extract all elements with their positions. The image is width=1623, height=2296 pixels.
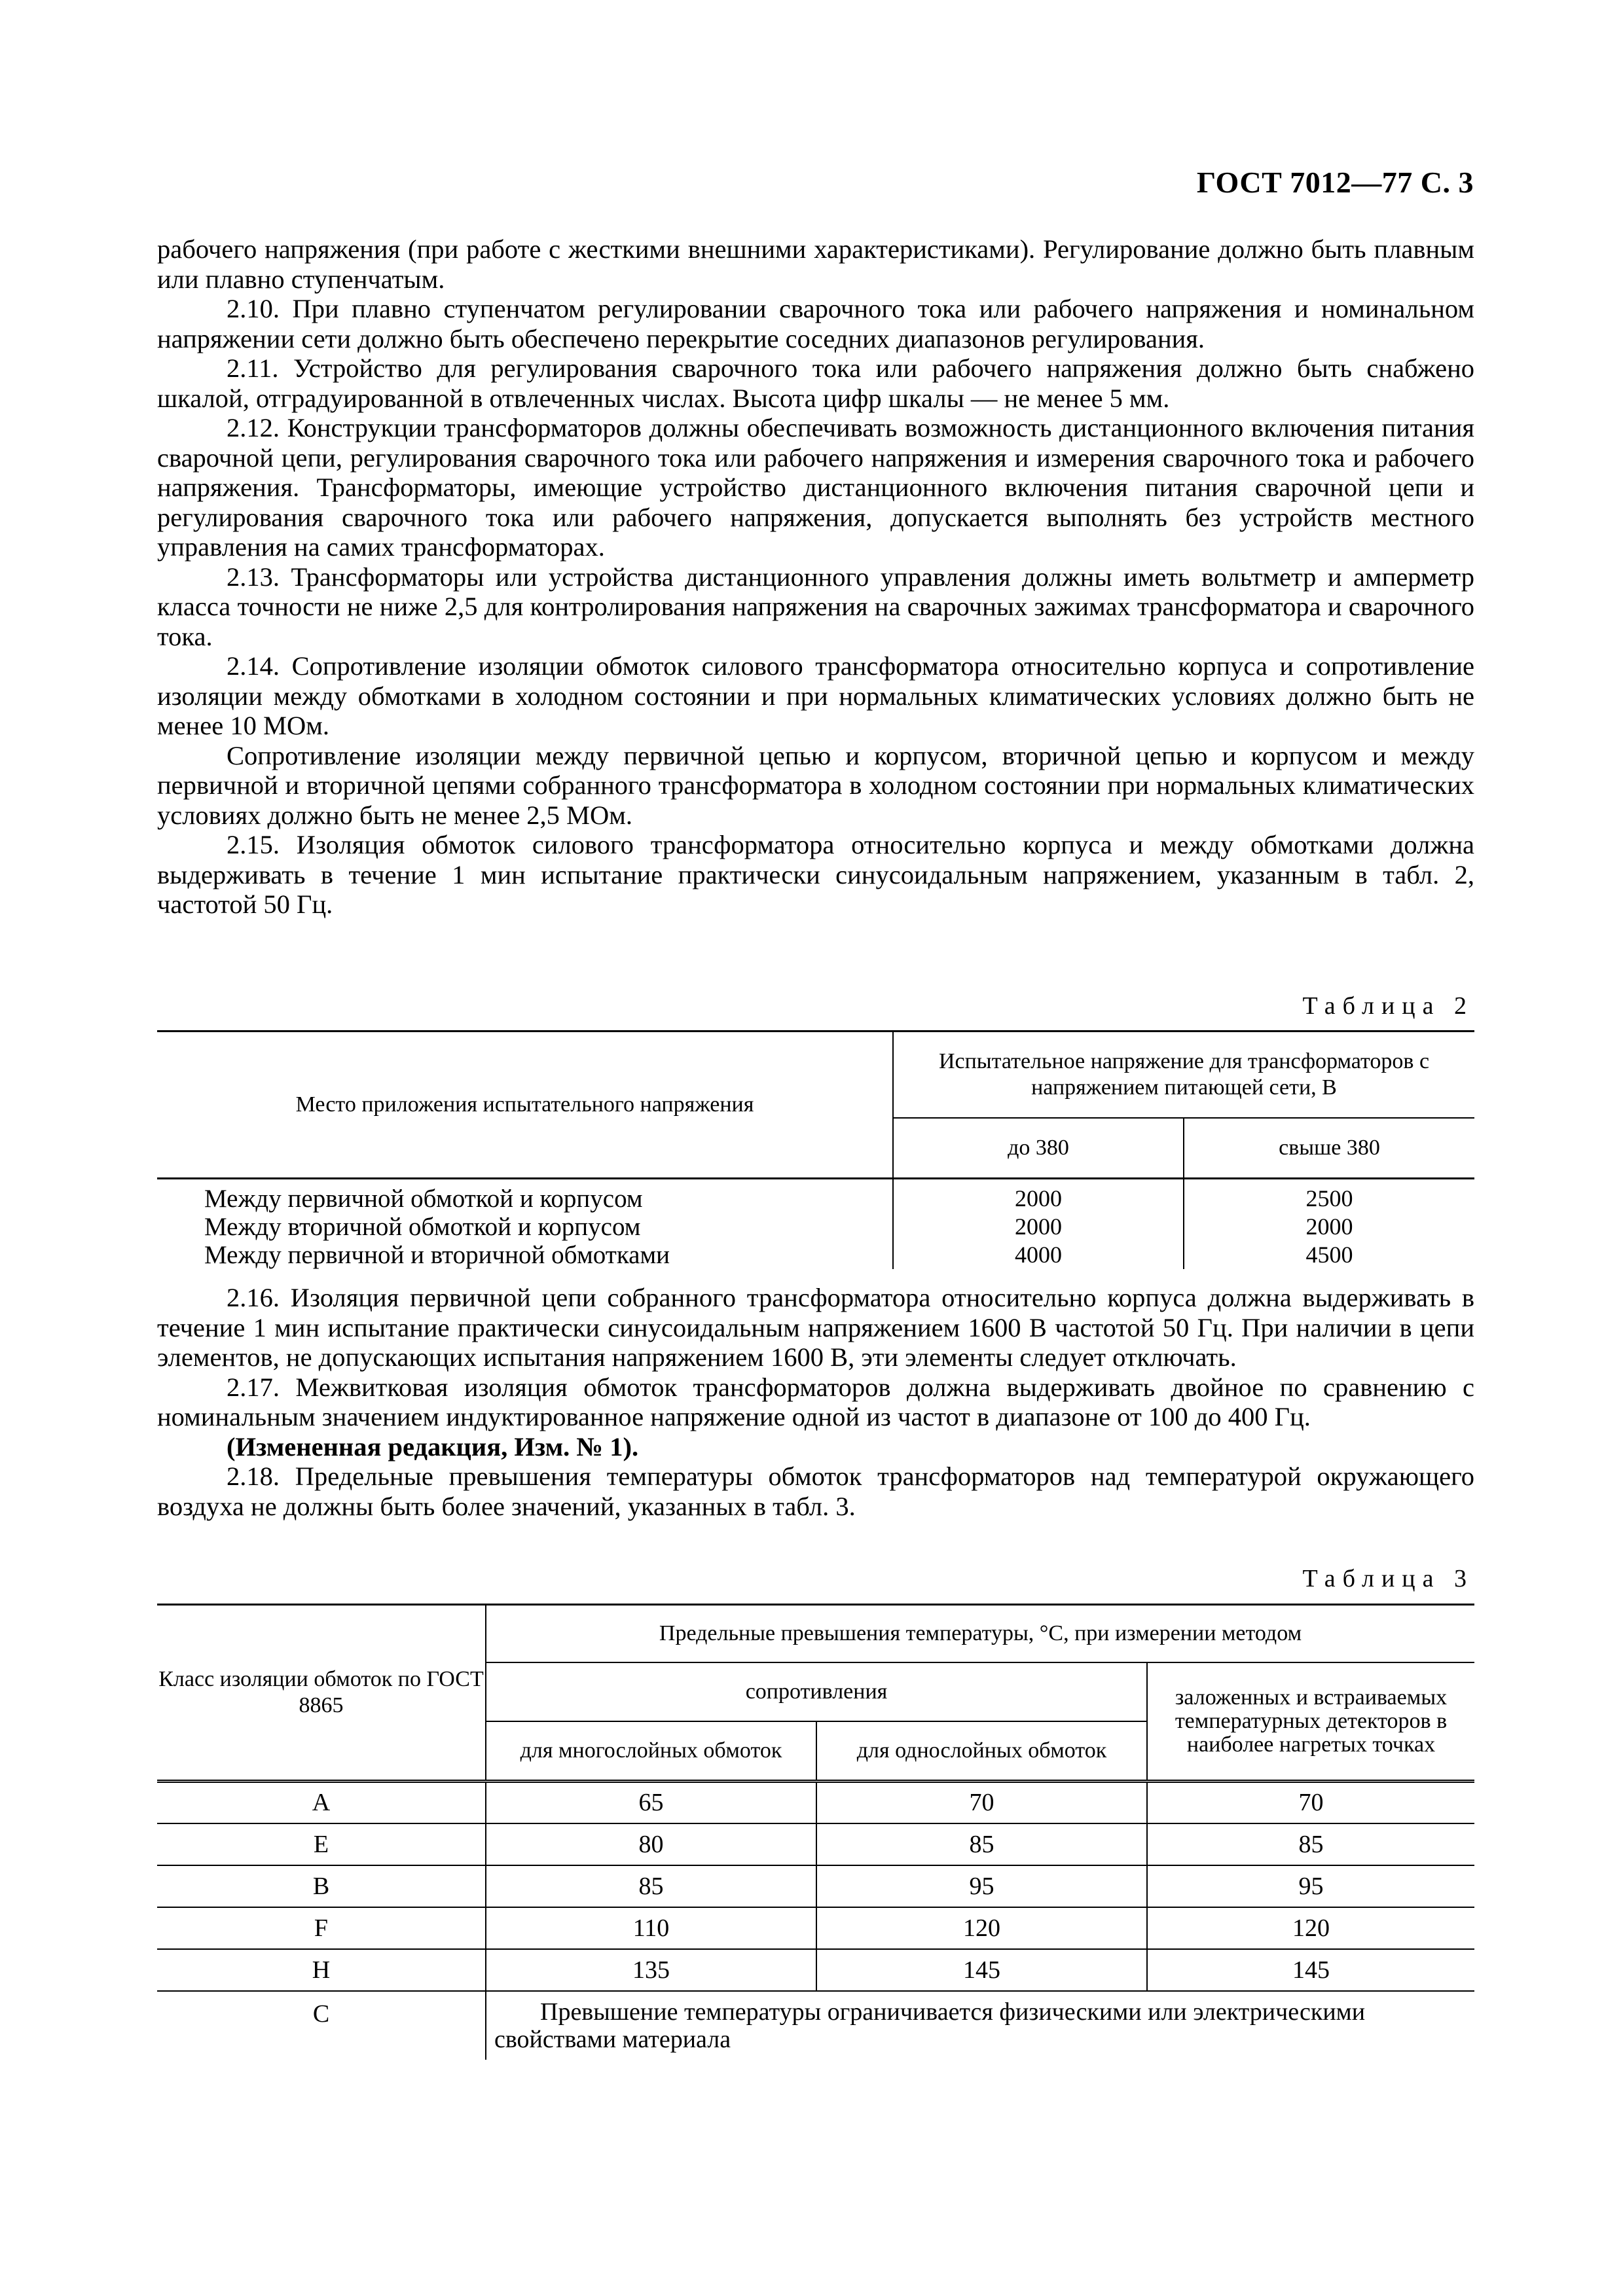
table-row [157, 1823, 1474, 1865]
paragraph: рабочего напряжения (при работе с жесткими внешними характеристиками). Регулирование должно быть плавным или плавно ступенчатым. [157, 234, 1474, 294]
page-header: ГОСТ 7012—77 С. 3 [1196, 166, 1474, 199]
paragraph: Сопротивление изоляции между первичной цепью и корпусом, вторичной цепью и корпусом и между первичной и вторичной цепями собранного трансформатора в холодном состоянии при нормальных климатических условиях должно быть не менее 2,5 МОм. [157, 740, 1474, 830]
table3-cell: 145 [1147, 1949, 1474, 1991]
table-row [157, 1782, 1474, 1823]
table3-resistance-header: сопротивления [486, 1662, 1147, 1721]
table-row [157, 1907, 1474, 1949]
table2-subheader: свыше 380 [1184, 1118, 1474, 1179]
table3-cell: 135 [486, 1949, 816, 1991]
table2-row-label: Между первичной обмоткой и корпусом [204, 1185, 643, 1213]
table3-subheader: для многослойных обмоток [486, 1721, 816, 1782]
table2-cell: 2000 [1184, 1213, 1474, 1241]
table3-cell: 110 [486, 1907, 816, 1949]
table3-subheader: для однослойных обмоток [816, 1721, 1147, 1782]
table3-class-cell: C [312, 2000, 330, 2028]
paragraph: 2.16. Изоляция первичной цепи собранного трансформатора относительно корпуса должна выдерживать в течение 1 мин испытание практически синусоидальным напряжением 1600 В частотой 50 Гц. При наличии в цепи элементов, не допускающих испытания напряжением 1600 В, эти элементы следует отключать. [157, 1283, 1474, 1372]
table3-cell: 85 [486, 1865, 816, 1907]
table3-detector-header: заложенных и встраиваемых температурных детекторов в наиболее нагретых точках [1147, 1662, 1474, 1782]
table3-class-cell: A [157, 1782, 486, 1823]
table2-group-header: Испытательное напряжение для трансформаторов с напряжением питающей сети, В [893, 1031, 1474, 1118]
table2 [157, 1030, 1474, 1269]
table3-cell: 120 [1147, 1907, 1474, 1949]
table2-cell: 4500 [1184, 1241, 1474, 1269]
table3-note-cell: Превышение температуры ограничивается физическими или электрическими свойствами материала [486, 1991, 1474, 2060]
table3-cell: 70 [816, 1782, 1147, 1823]
paragraph: 2.11. Устройство для регулирования сварочного тока или рабочего напряжения должно быть снабжено шкалой, отградуированной в отвлеченных числах. Высота цифр шкалы — не менее 5 мм. [157, 353, 1474, 413]
table3-cell: 85 [816, 1823, 1147, 1865]
table3 [157, 1604, 1474, 2060]
table3-group-header: Предельные превышения температуры, °С, при измерении методом [486, 1605, 1474, 1662]
paragraph: 2.14. Сопротивление изоляции обмоток силового трансформатора относительно корпуса и сопротивление изоляции между обмотками в холодном состоянии и при нормальных климатических условиях должно быть не менее 10 МОм. [157, 651, 1474, 740]
table2-subheader: до 380 [893, 1118, 1184, 1179]
table3-class-cell: E [157, 1823, 486, 1865]
table3-cell: 120 [816, 1907, 1147, 1949]
table3-cell: 95 [816, 1865, 1147, 1907]
paragraph-amendment: (Измененная редакция, Изм. № 1). [227, 1431, 639, 1462]
table3-cell: 95 [1147, 1865, 1474, 1907]
table3-class-cell: H [157, 1949, 486, 1991]
table2-row-label: Между первичной и вторичной обмотками [204, 1241, 670, 1269]
paragraph: 2.17. Межвитковая изоляция обмоток трансформаторов должна выдерживать двойное по сравнению с номинальным значением индуктированное напряжение одной из частот в диапазоне от 100 до 400 Гц. [157, 1372, 1474, 1431]
table-row [157, 1213, 1474, 1241]
table-row [157, 1991, 1474, 2060]
table-row [157, 1185, 1474, 1213]
paragraph: 2.12. Конструкции трансформаторов должны обеспечивать возможность дистанционного включения питания сварочной цепи, регулирования сварочного тока или рабочего напряжения и измерения сварочного тока и рабочего напряжения. Трансформаторы, имеющие устройство дистанционного включения питания сварочной цепи и регулирования сварочного тока или рабочего напряжения, допускается выполнять без устройств местного управления на самих трансформаторах. [157, 413, 1474, 562]
paragraph: 2.15. Изоляция обмоток силового трансформатора относительно корпуса и между обмотками должна выдерживать в течение 1 мин испытание практически синусоидальным напряжением, указанным в табл. 2, частотой 50 Гц. [157, 830, 1474, 919]
table-row [157, 1949, 1474, 1991]
paragraph: 2.10. При плавно ступенчатом регулировании сварочного тока или рабочего напряжения и номинальном напряжении сети должно быть обеспечено перекрытие соседних диапазонов регулирования. [157, 294, 1474, 353]
table3-caption: Таблица 3 [1302, 1565, 1474, 1592]
table3-cell: 145 [816, 1949, 1147, 1991]
table3-cell: 85 [1147, 1823, 1474, 1865]
body-text-middle [157, 1283, 1474, 1521]
table3-cell: 65 [486, 1782, 816, 1823]
paragraph: 2.13. Трансформаторы или устройства дистанционного управления должны иметь вольтметр и амперметр класса точности не ниже 2,5 для контролирования напряжения на сварочных зажимах трансформатора и сварочного тока. [157, 562, 1474, 651]
table3-cell: 80 [486, 1823, 816, 1865]
table2-cell: 4000 [893, 1241, 1184, 1269]
body-text-top [157, 234, 1474, 920]
table3-class-cell: B [157, 1865, 486, 1907]
table3-col1-header: Класс изоляции обмоток по ГОСТ 8865 [157, 1605, 486, 1782]
table2-caption: Таблица 2 [1302, 992, 1474, 1020]
table-row [157, 1865, 1474, 1907]
paragraph: 2.18. Предельные превышения температуры обмоток трансформаторов над температурой окружающего воздуха не должны быть более значений, указанных в табл. 3. [157, 1462, 1474, 1521]
table3-class-cell: F [157, 1907, 486, 1949]
table3-cell: 70 [1147, 1782, 1474, 1823]
table2-cell: 2000 [893, 1213, 1184, 1241]
table2-cell: 2000 [893, 1185, 1184, 1213]
table-row [157, 1241, 1474, 1269]
table2-col1-header: Место приложения испытательного напряжения [157, 1031, 893, 1179]
table2-cell: 2500 [1184, 1185, 1474, 1213]
table2-row-label: Между вторичной обмоткой и корпусом [204, 1213, 641, 1241]
